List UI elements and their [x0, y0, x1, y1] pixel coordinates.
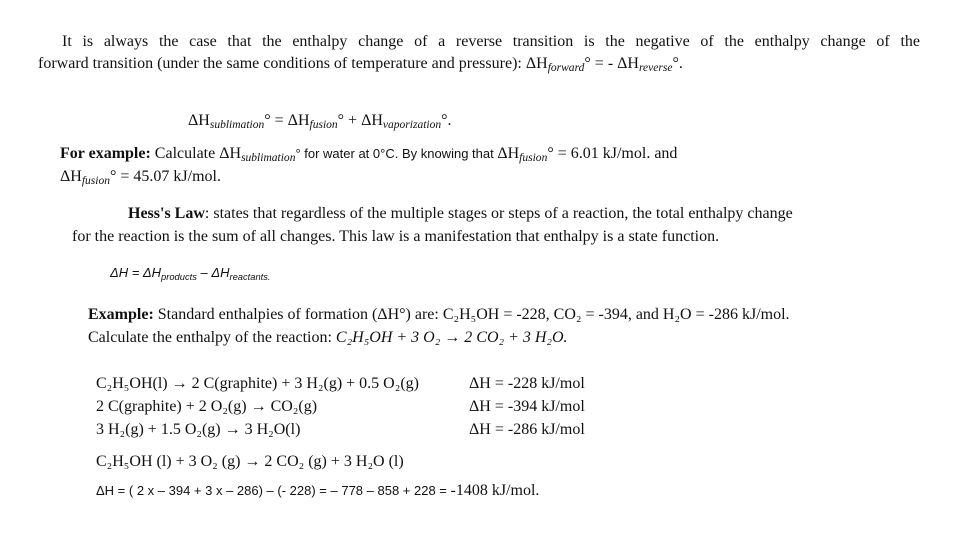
formula-text: °. [441, 112, 452, 129]
reaction-equation: C₂H₅OH (l) + 3 O₂ (g) → 2 CO₂ (g) + 3 H₂O (l) [96, 453, 404, 470]
example-text: ΔH [60, 168, 82, 185]
reaction-dh [469, 419, 585, 441]
sub-reverse: reverse [638, 62, 673, 75]
formula-text: ΔH = ΔH [110, 265, 162, 280]
net-reaction [96, 451, 404, 473]
sub-forward: forward [547, 62, 585, 75]
example-1 [60, 143, 677, 166]
intro-text: °. [672, 55, 683, 72]
sub-reactants: reactants. [229, 271, 271, 282]
intro-text: forward transition (under the same conditions of temperature and pressure): ΔH [38, 55, 548, 72]
intro-text: ° = - ΔH [584, 55, 639, 72]
example-label: Example: [88, 306, 154, 323]
reaction-dh [469, 396, 585, 418]
hess-formula [110, 263, 271, 284]
sub-sublimation: sublimation [241, 152, 296, 165]
reaction-dh [469, 373, 585, 395]
reaction-row [96, 373, 419, 395]
intro-line-2 [38, 53, 920, 76]
hess-law [128, 203, 793, 225]
example-small-text: ° for water at 0°C. By knowing that [295, 146, 498, 161]
sub-fusion: fusion [309, 119, 338, 132]
sub-products: products [161, 271, 197, 282]
sub-fusion: fusion [519, 152, 548, 165]
example-text: ° = 6.01 kJ/mol. and [547, 145, 678, 162]
sublimation-formula [188, 110, 452, 133]
reaction-row [96, 396, 317, 418]
reaction-enthalpy: ΔH = -394 kJ/mol [469, 398, 585, 415]
formula-text: ΔH [188, 112, 210, 129]
example-2 [88, 304, 790, 326]
result-line [96, 481, 539, 501]
reaction-row [96, 419, 300, 441]
sub-vaporization: vaporization [382, 119, 442, 132]
example-text: ΔH [497, 145, 520, 162]
example-2-line-2 [88, 327, 568, 349]
result-calc: ΔH = ( 2 x – 394 + 3 x – 286) – (- 228) = – 778 – 858 + 228 = [96, 483, 451, 498]
reaction-enthalpy: ΔH = -286 kJ/mol [469, 421, 585, 438]
intro-paragraph [38, 31, 920, 76]
reaction-equation: 2 C(graphite) + 2 O₂(g) → CO₂(g) [96, 398, 318, 415]
hess-law-line-2 [72, 226, 719, 248]
example-text: ° = 45.07 kJ/mol. [110, 168, 221, 185]
example-text: Standard enthalpies of formation (ΔH°) are: C₂H₅OH = -228, CO₂ = -394, and H₂O = -286 kJ/mol. [153, 306, 790, 323]
example-text: Calculate the enthalpy of the reaction: [88, 329, 336, 346]
reaction-equation: C₂H₅OH + 3 O₂ → 2 CO₂ + 3 H₂O. [335, 329, 568, 346]
hess-text: : states that regardless of the multiple stages or steps of a reaction, the total enthalpy change [204, 205, 793, 222]
sub-fusion: fusion [81, 175, 110, 188]
example-text: Calculate ΔH [150, 145, 242, 162]
example-1-line-2 [60, 166, 221, 189]
intro-line-1: It is always the case that the enthalpy change of a reverse transition is the negative of the enthalpy change of the [62, 33, 920, 50]
reaction-enthalpy: ΔH = -228 kJ/mol [469, 375, 585, 392]
formula-text: ° = ΔH [264, 112, 310, 129]
sub-sublimation: sublimation [209, 119, 265, 132]
hess-text: for the reaction is the sum of all changes. This law is a manifestation that enthalpy is a state function. [72, 228, 720, 245]
hess-label: Hess's Law [128, 205, 205, 222]
formula-text: – ΔH [196, 265, 230, 280]
reaction-equation: C₂H₅OH(l) → 2 C(graphite) + 3 H₂(g) + 0.5 O₂(g) [96, 375, 419, 392]
reaction-equation: 3 H₂(g) + 1.5 O₂(g) → 3 H₂O(l) [96, 421, 301, 438]
result-value: -1408 kJ/mol. [450, 482, 540, 499]
example-label: For example: [60, 145, 151, 162]
formula-text: ° + ΔH [337, 112, 383, 129]
